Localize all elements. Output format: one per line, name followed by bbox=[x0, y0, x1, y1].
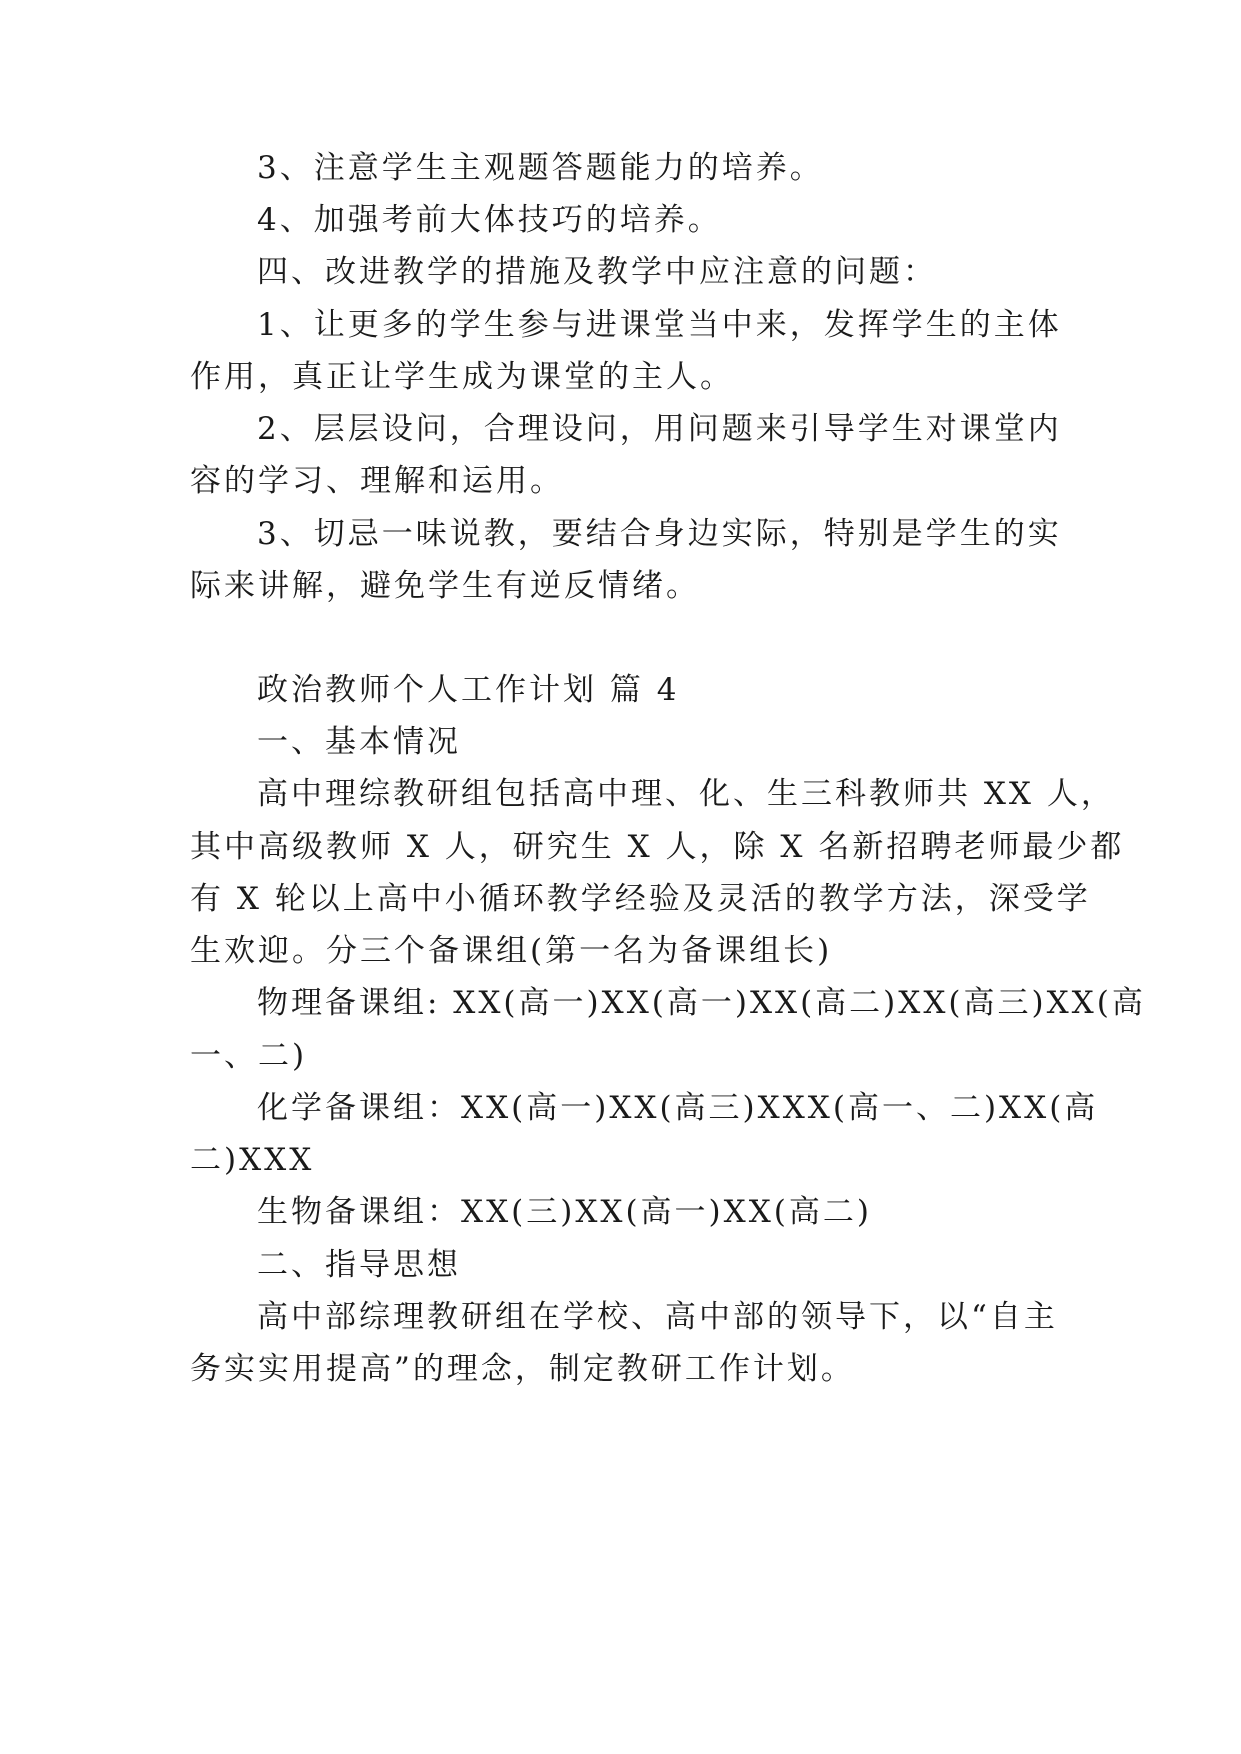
paragraph-line: 4、加强考前大体技巧的培养。 bbox=[257, 202, 722, 238]
paragraph-line: 务实实用提高”的理念，制定教研工作计划。 bbox=[190, 1351, 855, 1387]
section-heading: 一、基本情况 bbox=[257, 724, 461, 760]
paragraph-line: 一、二) bbox=[190, 1038, 308, 1074]
section-heading: 四、改进教学的措施及教学中应注意的问题： bbox=[257, 254, 937, 290]
paragraph-line: 生欢迎。分三个备课组(第一名为备课组长) bbox=[190, 933, 833, 969]
paragraph-line: 生物备课组：XX(三)XX(高一)XX(高二) bbox=[257, 1194, 872, 1230]
paragraph-line: 际来讲解，避免学生有逆反情绪。 bbox=[190, 568, 700, 604]
section-heading: 二、指导思想 bbox=[257, 1247, 461, 1283]
paragraph-line: 容的学习、理解和运用。 bbox=[190, 463, 564, 499]
paragraph-line: 3、切忌一味说教，要结合身边实际，特别是学生的实 bbox=[257, 516, 1062, 552]
paragraph-line: 化学备课组：XX(高一)XX(高三)XXX(高一、二)XX(高 bbox=[257, 1090, 1099, 1126]
paragraph-line: 作用，真正让学生成为课堂的主人。 bbox=[190, 359, 734, 395]
paragraph-line: 高中理综教研组包括高中理、化、生三科教师共 XX 人， bbox=[257, 776, 1115, 812]
paragraph-line: 二)XXX bbox=[190, 1142, 315, 1178]
paragraph-line: 高中部综理教研组在学校、高中部的领导下，以“自主 bbox=[257, 1299, 1058, 1335]
paragraph-line: 有 X 轮以上高中小循环教学经验及灵活的教学方法，深受学 bbox=[190, 881, 1091, 917]
paragraph-line: 2、层层设问，合理设问，用问题来引导学生对课堂内 bbox=[257, 411, 1062, 447]
document-title: 政治教师个人工作计划 篇 4 bbox=[257, 672, 680, 708]
paragraph-line: 物理备课组: XX(高一)XX(高一)XX(高二)XX(高三)XX(高 bbox=[257, 985, 1146, 1021]
paragraph-line: 其中高级教师 X 人，研究生 X 人，除 X 名新招聘老师最少都 bbox=[190, 829, 1125, 865]
paragraph-line: 1、让更多的学生参与进课堂当中来，发挥学生的主体 bbox=[257, 307, 1062, 343]
paragraph-line: 3、注意学生主观题答题能力的培养。 bbox=[257, 150, 824, 186]
